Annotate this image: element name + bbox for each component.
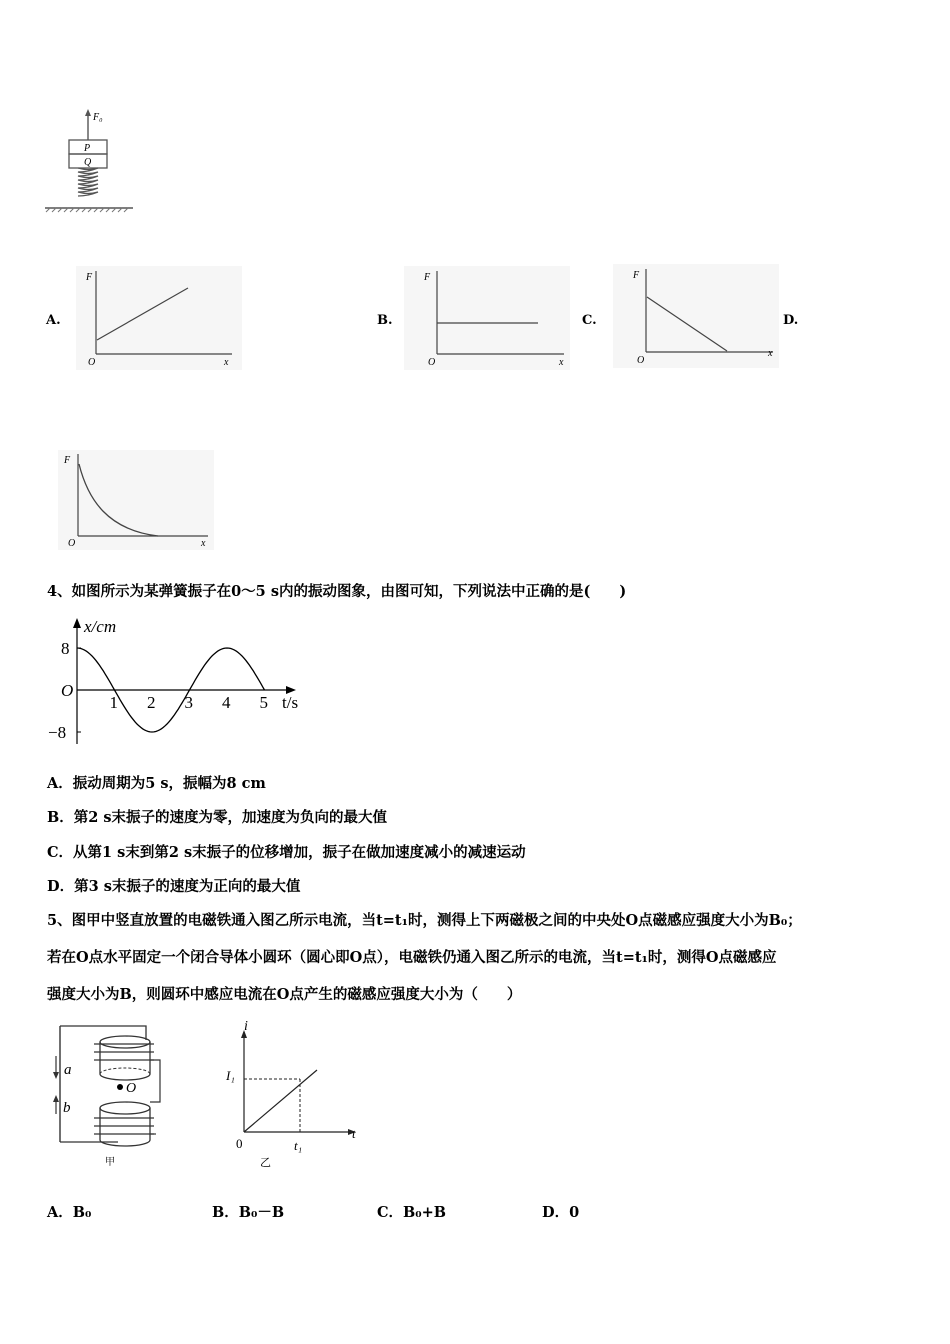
graph-c-origin: O: [637, 355, 645, 366]
label-b: b: [63, 1100, 71, 1116]
label-t1: t₁: [294, 1138, 303, 1153]
label-a: a: [64, 1062, 72, 1078]
electromagnet-figure: [48, 1022, 178, 1172]
block-p-label: P: [84, 143, 91, 154]
x-tick-label: 2: [147, 693, 156, 712]
x-tick-label: 4: [222, 693, 231, 712]
vibration-chart: [42, 612, 312, 752]
y-axis-label: [83, 617, 116, 636]
graph-a-origin: O: [88, 357, 96, 368]
q4-option-b: B．第2 s末振子的速度为零，加速度为负向的最大值: [47, 809, 388, 826]
option-c-letter: C.: [582, 313, 597, 328]
spring-figure: [40, 108, 140, 218]
current-graph: [224, 1020, 364, 1170]
option-d-letter: D.: [783, 313, 799, 328]
y-tick-label: O: [61, 681, 74, 700]
y-axis-label-text: x/cm: [84, 617, 117, 636]
graph-d: [58, 450, 214, 550]
q4-option-a: A．振动周期为5 s，振幅为8 cm: [47, 775, 266, 792]
q5-line-1: 5、图甲中竖直放置的电磁铁通入图乙所示电流，当t=t₁时，测得上下两磁极之间的中央处O点磁感应强度大小为B₀；: [47, 912, 802, 929]
q5-option-b: B．B₀－B: [212, 1204, 285, 1221]
label-t: t: [352, 1126, 356, 1141]
q5-option-a: A．B₀: [47, 1204, 92, 1221]
y-tick-label: −8: [48, 723, 67, 742]
block-q-label: Q: [84, 157, 92, 168]
q4-stem: 4、如图所示为某弹簧振子在0～5 s内的振动图象，由图可知，下列说法中正确的是( ): [47, 583, 627, 600]
q5-line-2: 若在O点水平固定一个闭合导体小圆环（圆心即O点），电磁铁仍通入图乙所示的电流，当t=t₁时，测得O点磁感应: [47, 949, 777, 966]
graph-c-x-label: x: [768, 348, 773, 359]
graph-c-y-label: F: [633, 270, 640, 281]
option-a-letter: A.: [46, 313, 61, 328]
y-tick-label: 8: [61, 639, 70, 658]
q4-option-d: D．第3 s末振子的速度为正向的最大值: [47, 878, 301, 895]
graph-b-y-label: F: [424, 272, 431, 283]
caption-yi: 乙: [260, 1157, 271, 1169]
label-zero: 0: [236, 1136, 243, 1151]
label-i1: I₁: [226, 1068, 235, 1083]
x-tick-label: 3: [184, 693, 193, 712]
graph-a-y-label: F: [86, 272, 93, 283]
x-tick-label: 5: [259, 693, 268, 712]
label-o: O: [126, 1081, 137, 1096]
q5-option-c: C．B₀+B: [377, 1204, 447, 1221]
x-axis-label: t/s: [282, 693, 299, 712]
graph-a-x-label: x: [224, 357, 229, 368]
q4-option-c: C．从第1 s末到第2 s末振子的位移增加，振子在做加速度减小的减速运动: [47, 844, 526, 861]
graph-b-origin: O: [428, 357, 436, 368]
graph-b: [404, 266, 570, 370]
q5-line-3: 强度大小为B，则圆环中感应电流在O点产生的磁感应强度大小为（ ）: [47, 986, 522, 1003]
graph-d-y-label: F: [64, 455, 71, 466]
q5-option-d: D．0: [542, 1204, 580, 1221]
graph-b-x-label: x: [559, 357, 564, 368]
option-b-letter: B.: [377, 313, 393, 328]
graph-a: [76, 266, 242, 370]
label-i: i: [244, 1020, 248, 1034]
graph-c: [613, 264, 779, 368]
caption-jia: 甲: [105, 1157, 115, 1168]
graph-d-x-label: x: [201, 538, 206, 549]
force-label: F₀: [93, 112, 103, 123]
graph-d-origin: O: [68, 538, 76, 549]
x-tick-label: 1: [109, 693, 118, 712]
